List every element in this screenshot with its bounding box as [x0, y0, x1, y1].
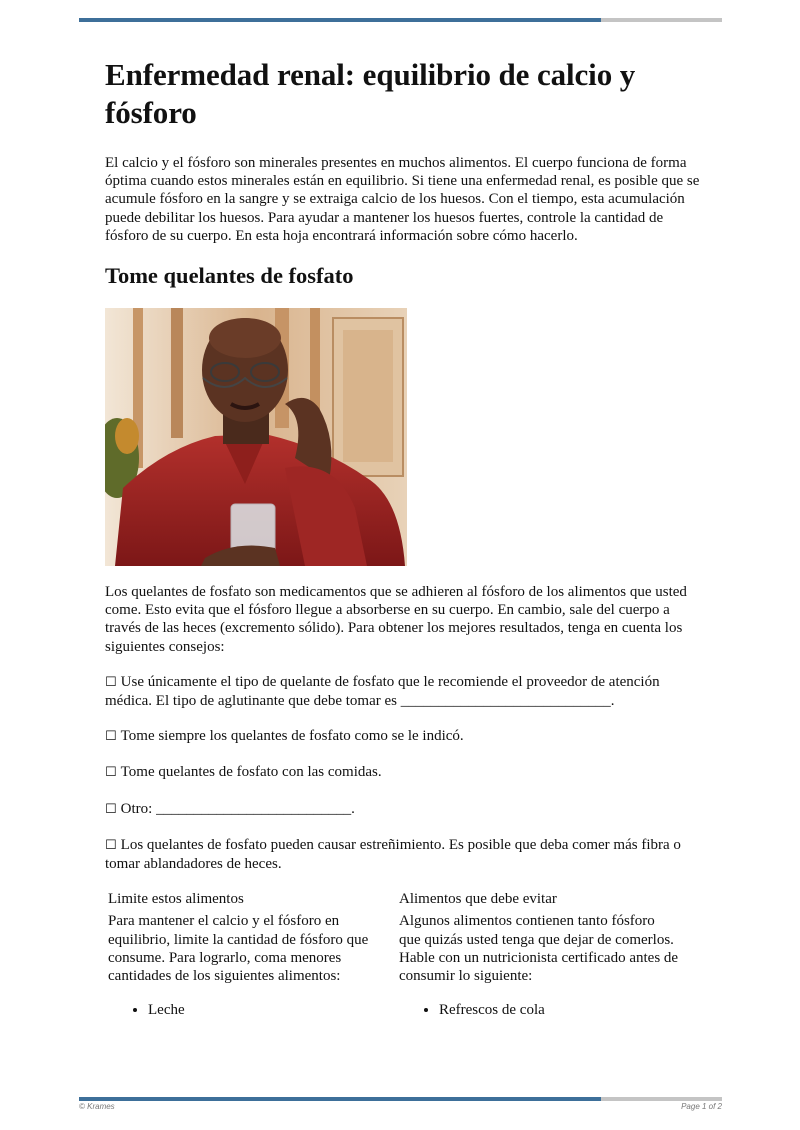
document-body [105, 56, 701, 1019]
limit-foods-body: Para mantener el calcio y el fósforo en equilibrio, limite la cantidad de fósforo que consume. Para lograrlo, coma menores cantidades de los siguientes alimentos: [108, 913, 369, 985]
man-taking-pill-photo [105, 308, 407, 566]
section-body: Los quelantes de fosfato son medicamentos que se adhieren al fósforo de los alimentos que usted come. Esto evita que el fósforo llegue a absorberse en su cuerpo. En cambio, sale del cuerpo a través de las heces (excremento sólido). Para obtener los mejores resultados, tenga en cuenta los siguientes consejos: [105, 584, 687, 655]
top-accent-bar [79, 18, 722, 22]
checkbox-icon[interactable]: ☐ [105, 674, 117, 690]
intro-paragraph: El calcio y el fósforo son minerales presentes en muchos alimentos. El cuerpo funciona de forma óptima cuando estos minerales están en equilibrio. Si tiene una enfermedad renal, es posible que se acumule fósforo en la sangre y se extraiga calcio de los huesos. Con el tiempo, esta acumulación puede debilitar los huesos. Para ayudar a mantener los huesos fuertes, controle la cantidad de fósforo de su cuerpo. En esta hoja encontrará información sobre cómo hacerlo. [105, 155, 700, 244]
page-title: Enfermedad renal: equilibrio de calcio y fósforo [105, 57, 636, 130]
limit-foods-list [108, 1001, 389, 1019]
checklist-item-2 [105, 727, 701, 746]
bottom-accent-bar [79, 1097, 722, 1101]
checklist-item-1 [105, 673, 701, 710]
bottom-accent-bar-blue [79, 1097, 601, 1101]
avoid-foods-column [399, 890, 680, 1019]
checklist-item-5 [105, 836, 701, 873]
checklist-item-3 [105, 763, 701, 782]
footer-page-number: Page 1 of 2 [681, 1102, 722, 1111]
avoid-foods-body: Algunos alimentos contienen tanto fósforo que quizás usted tenga que dejar de comerlos. Hable con un nutricionista certificado antes de consumir lo siguiente: [399, 913, 679, 985]
bottom-accent-bar-gray [601, 1097, 722, 1101]
checkbox-icon[interactable]: ☐ [105, 801, 117, 817]
photo-illustration [105, 308, 407, 566]
footer-copyright: © Krames [79, 1102, 115, 1111]
limit-foods-title: Limite estos alimentos [108, 891, 244, 908]
checklist-text: Tome quelantes de fosfato con las comidas. [120, 764, 382, 781]
checklist-item-4 [105, 800, 701, 819]
food-columns [105, 890, 701, 1019]
checklist-text: Use únicamente el tipo de quelante de fosfato que le recomiende el proveedor de atención médica. El tipo de aglutinante que debe tomar es ____________________________. [105, 673, 660, 710]
top-accent-bar-gray [601, 18, 722, 22]
list-item: • Refrescos de cola [439, 1001, 680, 1019]
section-heading: Tome quelantes de fosfato [105, 263, 354, 289]
checklist-text: Otro: __________________________. [120, 800, 355, 817]
checkbox-icon[interactable]: ☐ [105, 765, 117, 781]
checklist-text: Tome siempre los quelantes de fosfato como se le indicó. [120, 728, 464, 745]
checkbox-icon[interactable]: ☐ [105, 729, 117, 745]
top-accent-bar-blue [79, 18, 601, 22]
list-item: • Leche [148, 1001, 389, 1019]
limit-foods-column [108, 890, 389, 1019]
avoid-foods-list [399, 1001, 680, 1019]
avoid-foods-title: Alimentos que debe evitar [399, 891, 557, 908]
checkbox-icon[interactable]: ☐ [105, 837, 117, 853]
checklist-text: Los quelantes de fosfato pueden causar estreñimiento. Es posible que deba comer más fibra o tomar ablandadores de heces. [105, 836, 681, 873]
